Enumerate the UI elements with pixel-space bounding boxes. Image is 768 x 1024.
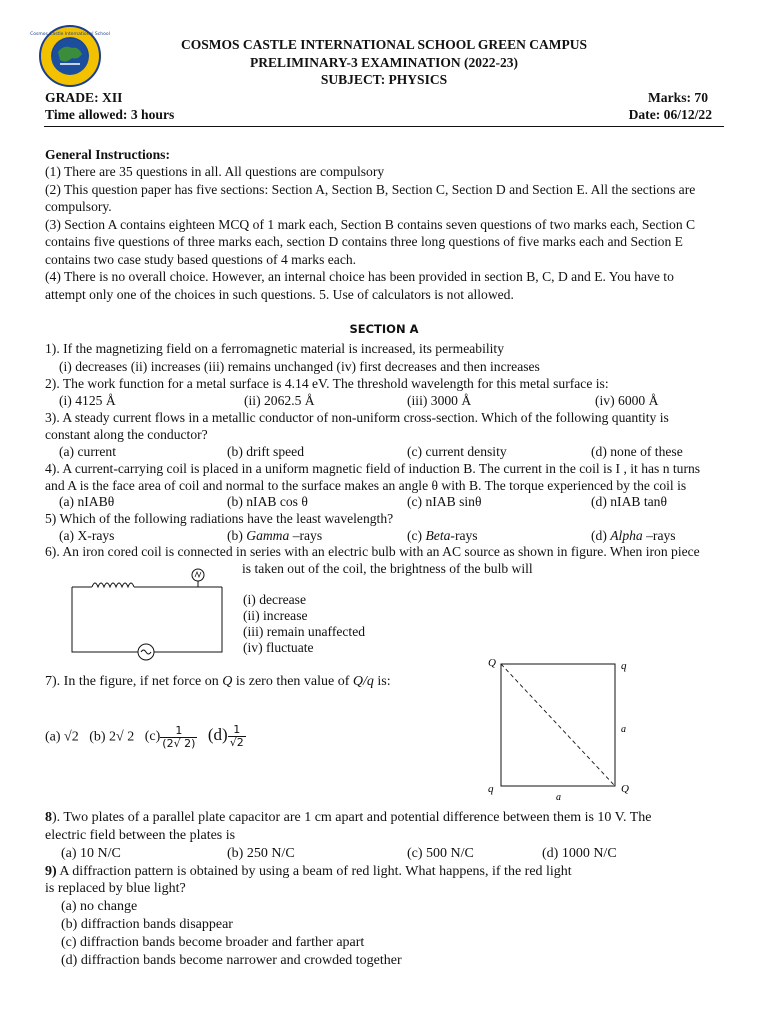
- q9-option-1: (a) no change: [61, 899, 138, 914]
- instruction-3a: (3) Section A contains eighteen MCQ of 1 mark each, Section B contains seven questions of two marks each, Section C: [45, 217, 696, 232]
- marks: Marks: 70: [647, 90, 708, 105]
- q4-option-1: (a) nIABθ: [59, 494, 115, 509]
- instructions-title: General Instructions:: [45, 147, 170, 162]
- q6-text-1: 6). An iron cored coil is connected in series with an electric bulb with an AC source as shown in figure. When iron piece: [45, 544, 700, 559]
- instruction-4a: (4) There is no overall choice. However, an internal choice has been provided in section B, C, D and E. You have to: [45, 269, 674, 284]
- q8-text-2: electric field between the plates is: [45, 828, 236, 843]
- q7-options: [45, 724, 246, 750]
- q3-option-2: (b) drift speed: [227, 444, 305, 459]
- q4-text-1: 4). A current-carrying coil is placed in a uniform magnetic field of induction B. The current in the coil is I , it has n turns: [45, 461, 701, 476]
- q9-option-3: (c) diffraction bands become broader and farther apart: [61, 935, 365, 950]
- q8-option-4: (d) 1000 N/C: [542, 846, 617, 861]
- q3-option-3: (c) current density: [407, 444, 507, 459]
- q4-option-4: (d) nIAB tanθ: [591, 494, 667, 509]
- q5-option-1: (a) X-rays: [59, 528, 115, 543]
- q7-option-3: (c) $\frac{1}{(2√ 2)}$: [144, 723, 196, 750]
- q6-text-2: is taken out of the coil, the brightness of the bulb will: [242, 561, 533, 576]
- q7-option-2: (b) 2√ 2: [89, 729, 135, 745]
- logo-text: Cosmos Castle International School: [30, 32, 110, 37]
- fig-label-bottom: a: [556, 792, 561, 803]
- q2-option-1: (i) 4125 Å: [59, 393, 116, 408]
- grade: GRADE: XII: [45, 90, 123, 105]
- q7-option-4: (d) $\frac{1}{√2}$: [207, 723, 244, 749]
- q2-text: 2). The work function for a metal surface is 4.14 eV. The threshold wavelength for this metal surface is:: [45, 376, 609, 391]
- q7-text: 7). In the figure, if net force on Q is zero then value of Q/q is:: [45, 674, 391, 689]
- q6-option-3: (iii) remain unaffected: [243, 624, 366, 639]
- q4-option-3: (c) nIAB sinθ: [407, 494, 482, 509]
- q6-option-2: (ii) increase: [243, 608, 308, 623]
- q9-text-2: is replaced by blue light?: [45, 881, 186, 896]
- q1-options: (i) decreases (ii) increases (iii) remains unchanged (iv) first decreases and then increases: [59, 359, 540, 374]
- q5-option-3: (c) Beta-rays: [407, 528, 478, 543]
- q4-option-2: (b) nIAB cos θ: [227, 494, 308, 509]
- q8-option-2: (b) 250 N/C: [227, 846, 295, 861]
- q6-option-1: (i) decrease: [243, 592, 307, 607]
- q7-option-1: (a) √2: [45, 729, 79, 745]
- section-title: SECTION A: [349, 322, 419, 336]
- instruction-2a: (2) This question paper has five sections: Section A, Section B, Section C, Section D and Section E. All the sections are: [45, 182, 696, 197]
- subject-title: SUBJECT: PHYSICS: [320, 72, 448, 87]
- q3-option-4: (d) none of these: [591, 444, 683, 459]
- q8-option-1: (a) 10 N/C: [61, 846, 121, 861]
- q5-text: 5) Which of the following radiations have the least wavelength?: [45, 511, 394, 526]
- instruction-1: (1) There are 35 questions in all. All questions are compulsory: [45, 164, 385, 179]
- q6-option-4: (iv) fluctuate: [243, 640, 314, 655]
- time-allowed: Time allowed: 3 hours: [45, 107, 175, 122]
- q5-option-4: (d) Alpha –rays: [591, 528, 676, 543]
- q9-option-2: (b) diffraction bands disappear: [61, 917, 233, 932]
- q8-text-1: 8). Two plates of a parallel plate capacitor are 1 cm apart and potential difference between them is 10 V. The: [45, 810, 652, 825]
- exam-title: PRELIMINARY-3 EXAMINATION (2022-23): [249, 55, 519, 70]
- q7-square-figure: [480, 652, 640, 802]
- school-name: COSMOS CASTLE INTERNATIONAL SCHOOL GREEN CAMPUS: [181, 37, 587, 52]
- bulb-icon: [192, 569, 204, 581]
- coil-icon: [92, 583, 134, 587]
- q4-text-2: and A is the face area of coil and normal to the surface makes an angle θ with B. The torque experienced by the coil is: [45, 478, 687, 493]
- q6-circuit-figure: [64, 563, 234, 663]
- q9-option-4: (d) diffraction bands become narrower and crowded together: [61, 953, 402, 968]
- fig-label-bottom-left: q: [488, 783, 494, 795]
- fig-label-bottom-right: Q: [621, 783, 629, 795]
- fig-label-top-right: q: [621, 660, 627, 672]
- header-divider: [44, 126, 724, 127]
- q9-text-1: 9) A diffraction pattern is obtained by using a beam of red light. What happens, if the red light: [45, 864, 572, 879]
- fig-label-top-left: Q: [488, 657, 496, 669]
- q2-option-2: (ii) 2062.5 Å: [244, 393, 315, 408]
- exam-date: Date: 06/12/22: [628, 107, 712, 122]
- q3-option-1: (a) current: [59, 444, 116, 459]
- instruction-3c: contains two case study based questions of 4 marks each.: [45, 252, 357, 267]
- instruction-4b: attempt only one of the choices in such questions. 5. Use of calculators is not allowed.: [45, 287, 514, 302]
- q1-text: 1). If the magnetizing field on a ferromagnetic material is increased, its permeability: [45, 341, 504, 356]
- q2-option-4: (iv) 6000 Å: [595, 393, 659, 408]
- ac-source-icon: [138, 644, 154, 660]
- instruction-2b: compulsory.: [45, 199, 112, 214]
- q5-option-2: (b) Gamma –rays: [227, 528, 323, 543]
- q3-text-1: 3). A steady current flows in a metallic conductor of non-uniform cross-section. Which of the following quantity is: [45, 410, 669, 425]
- fig-label-side: a: [621, 724, 626, 735]
- instruction-3b: contains five questions of three marks each, section D contains three long questions of five marks each and Section E: [45, 234, 683, 249]
- q3-text-2: constant along the conductor?: [45, 427, 208, 442]
- q2-option-3: (iii) 3000 Å: [407, 393, 472, 408]
- q8-option-3: (c) 500 N/C: [407, 846, 474, 861]
